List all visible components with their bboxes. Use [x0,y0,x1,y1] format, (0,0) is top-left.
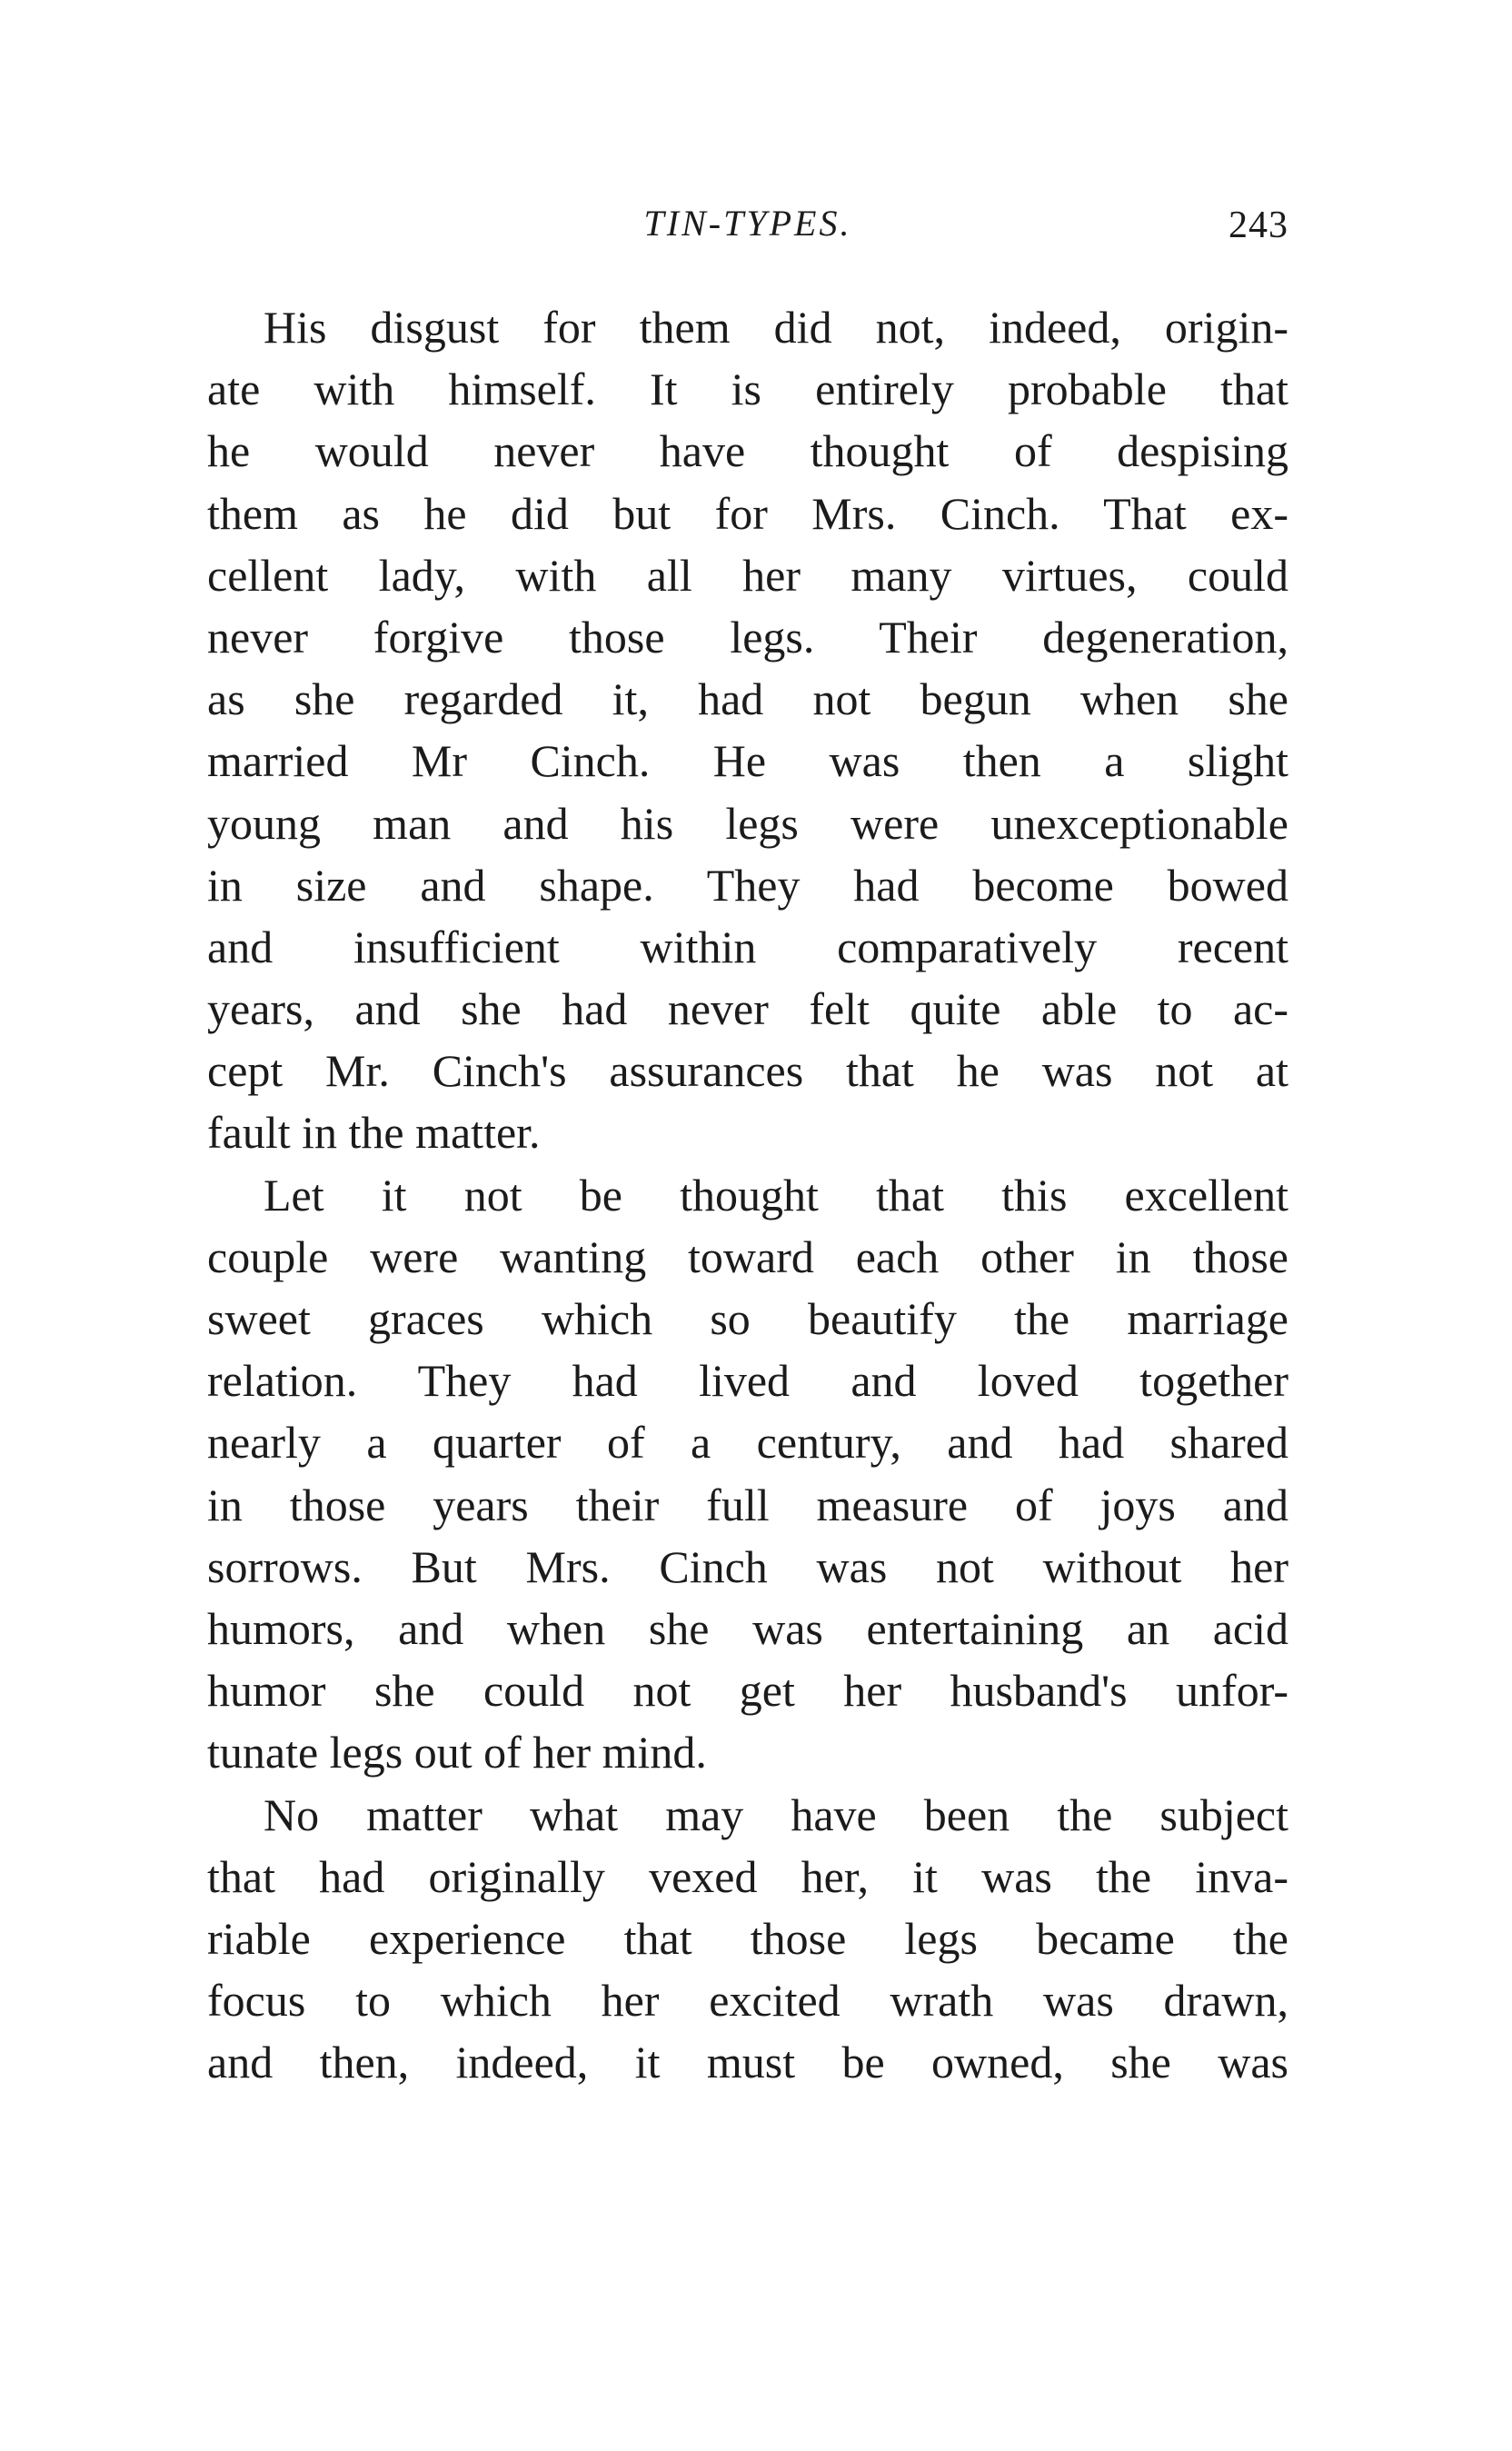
text-line: nearly a quarter of a century, and had shared [207,1417,1288,1469]
running-title: TIN-TYPES. [643,203,852,244]
text-line: them as he did but for Mrs. Cinch. That ex- [207,487,1288,539]
paragraph-2 [207,1164,1288,1784]
text-line: couple were wanting toward each other in those [207,1230,1288,1282]
text-line: focus to which her excited wrath was drawn, [207,1975,1288,2027]
text-line: that had originally vexed her, it was the inva- [207,1850,1288,1902]
text-line: relation. They had lived and loved together [207,1355,1288,1407]
text-line: cellent lady, with all her many virtues, could [207,549,1288,601]
text-line: married Mr Cinch. He was then a slight [207,735,1288,787]
text-line: riable experience that those legs became the [207,1912,1288,1964]
text-line: never forgive those legs. Their degeneration, [207,611,1288,663]
page-number: 243 [1228,204,1288,246]
text-line: in those years their full measure of joys and [207,1479,1288,1530]
body-text [207,296,1288,2093]
text-line: he would never have thought of despising [207,425,1288,477]
paragraph-3 [207,1784,1288,2094]
text-line: Let it not be thought that this excellent [264,1169,1288,1221]
text-line: humor she could not get her husband's unfor- [207,1665,1288,1717]
text-line: No matter what may have been the subject [264,1788,1288,1840]
running-head [207,196,1288,251]
text-line: as she regarded it, had not begun when she [207,673,1288,725]
text-line: young man and his legs were unexceptionable [207,797,1288,849]
text-line: in size and shape. They had become bowed [207,859,1288,911]
text-line: years, and she had never felt quite able to ac- [207,983,1288,1035]
text-line: humors, and when she was entertaining an acid [207,1602,1288,1654]
text-line: ate with himself. It is entirely probable that [207,364,1288,415]
text-line: His disgust for them did not, indeed, origin- [264,302,1288,353]
text-line: sorrows. But Mrs. Cinch was not without her [207,1540,1288,1592]
text-line: fault in the matter. [207,1107,541,1159]
text-line: tunate legs out of her mind. [207,1727,707,1778]
text-line: and insufficient within comparatively recent [207,921,1288,972]
text-line: and then, indeed, it must be owned, she was [207,2037,1288,2088]
paragraph-1 [207,296,1288,1164]
text-line: sweet graces which so beautify the marriage [207,1293,1288,1344]
text-line: cept Mr. Cinch's assurances that he was not at [207,1045,1288,1097]
